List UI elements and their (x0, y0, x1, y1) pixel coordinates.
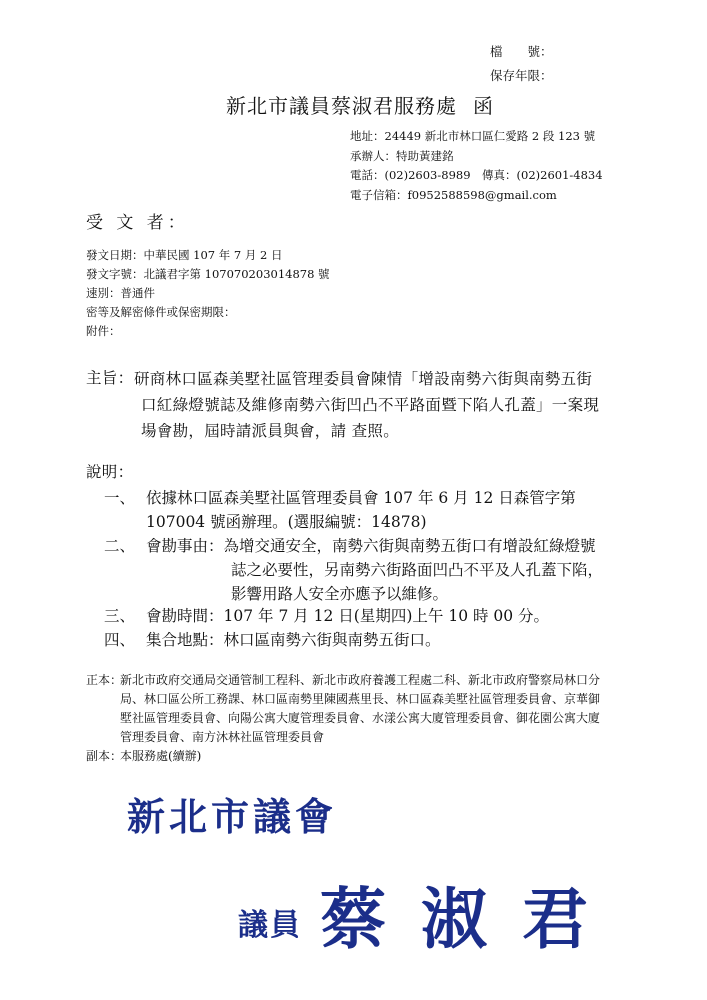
item-number: 一、 (104, 489, 136, 507)
security-level: 密等及解密條件或保密期限： (86, 305, 236, 319)
item-line: 107004 號函辦理。(選服編號：14878) (146, 513, 427, 531)
phone-fax: 電話：(02)2603-8989 傳真：(02)2601-4834 (350, 168, 603, 182)
speed: 速別：普通件 (86, 286, 155, 300)
main-recipient-label: 正本： (86, 673, 123, 687)
cc-recipients: 本服務處(續辦) (120, 749, 202, 763)
cc-label: 副本： (86, 749, 123, 763)
item-line: 影響用路人安全亦應予以維修。 (231, 585, 449, 603)
item-number: 三、 (104, 607, 136, 625)
subject-line: 場會勘，屆時請派員與會，請 查照。 (141, 422, 400, 440)
explanation-label: 說明： (86, 463, 134, 481)
subject-line: 口紅綠燈號誌及維修南勢六街凹凸不平路面暨下陷人孔蓋」一案現 (141, 396, 600, 414)
recipient-line: 墅社區管理委員會、向陽公寓大廈管理委員會、水漾公寓大廈管理委員會、御花園公寓大廈 (120, 711, 601, 725)
receiver: 受 文 者： (86, 213, 189, 233)
item-line: 依據林口區森美墅社區管理委員會 107 年 6 月 12 日森管字第 (146, 489, 576, 507)
archive-info (490, 40, 553, 88)
retention-period: 保存年限： (490, 68, 553, 83)
attachment: 附件： (86, 324, 121, 338)
seal-title-word: 議員 (238, 908, 302, 943)
item-line: 誌之必要性，另南勢六街路面凹凸不平及人孔蓋下陷， (231, 561, 604, 579)
item-number: 四、 (104, 631, 136, 649)
official-seal (0, 770, 707, 1000)
handler: 承辦人：特助黃建銘 (350, 148, 454, 163)
document-meta (86, 246, 330, 341)
subject-line: 研商林口區森美墅社區管理委員會陳情「增設南勢六街與南勢五街 (134, 370, 593, 388)
main-recipients (120, 671, 600, 747)
item-line: 會勘時間：107 年 7 月 12 日(星期四)上午 10 時 00 分。 (146, 607, 550, 625)
archive-number: 檔 號： (490, 44, 553, 59)
recipient-line: 新北市政府交通局交通管制工程科、新北市政府養護工程處二科、新北市政府警察局林口分 (120, 673, 601, 687)
subject-label: 主旨： (86, 369, 134, 387)
title-org: 新北市議員蔡淑君服務處 (226, 94, 457, 118)
item-line: 會勘事由：為增交通安全，南勢六街與南勢五街口有增設紅綠燈號 (146, 537, 596, 555)
recipient-line: 管理委員會、南方沐林社區管理委員會 (120, 730, 325, 744)
subject-text (134, 366, 599, 444)
item-number: 二、 (104, 537, 136, 555)
seal-council-name: 新北市議會 (127, 794, 338, 839)
address: 地址：24449 新北市林口區仁愛路 2 段 123 號 (350, 129, 596, 143)
recipient-line: 局、林口區公所工務課、林口區南勢里陳國燕里長、林口區森美墅社區管理委員會、京華御 (120, 692, 601, 706)
title-doc-type: 函 (473, 94, 494, 118)
seal-person-name: 蔡 淑 君 (320, 880, 594, 958)
item-line: 集合地點：林口區南勢六街與南勢五街口。 (146, 631, 441, 649)
contact-block (350, 127, 603, 205)
email: 電子信箱：f0952588598@gmail.com (350, 187, 557, 202)
issue-number: 發文字號：北議君字第 107070203014878 號 (86, 267, 330, 281)
issue-date: 發文日期：中華民國 107 年 7 月 2 日 (86, 248, 283, 262)
